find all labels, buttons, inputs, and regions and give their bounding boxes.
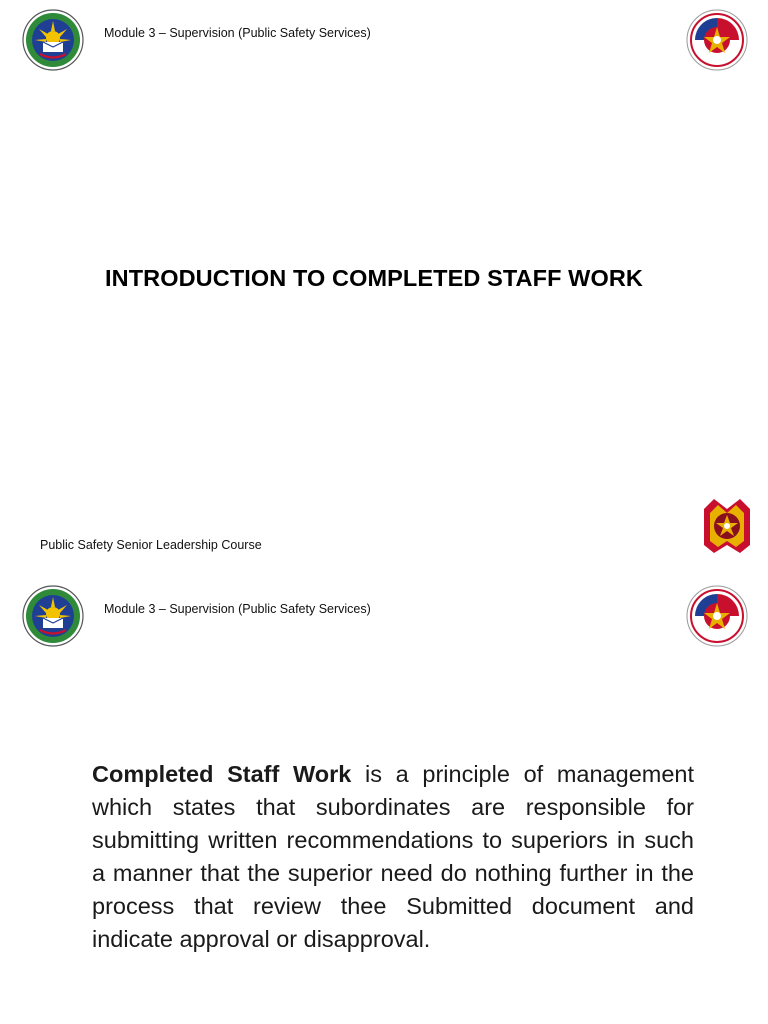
ppsc-seal-icon bbox=[22, 9, 84, 71]
slide-title-text: INTRODUCTION TO COMPLETED STAFF WORK bbox=[105, 265, 643, 291]
definition-paragraph bbox=[92, 758, 694, 956]
module-header: Module 3 – Supervision (Public Safety Services) bbox=[104, 26, 371, 40]
definition-text: is a principle of management which states that subordinates are responsible for submitting written recommendations to superiors in such a manner that the superior need do nothing further in the process that review thee Submitted document and indicate approval or disapproval. bbox=[92, 761, 695, 952]
slide-title bbox=[0, 265, 768, 292]
pnp-training-seal-icon bbox=[686, 585, 748, 647]
slide-2 bbox=[0, 576, 768, 1024]
course-footer: Public Safety Senior Leadership Course bbox=[40, 538, 262, 552]
module-header: Module 3 – Supervision (Public Safety Services) bbox=[104, 602, 371, 616]
defined-term: Completed Staff Work bbox=[92, 761, 352, 787]
pnp-badge-icon bbox=[700, 495, 754, 557]
pnp-training-seal-icon bbox=[686, 9, 748, 71]
ppsc-seal-icon bbox=[22, 585, 84, 647]
